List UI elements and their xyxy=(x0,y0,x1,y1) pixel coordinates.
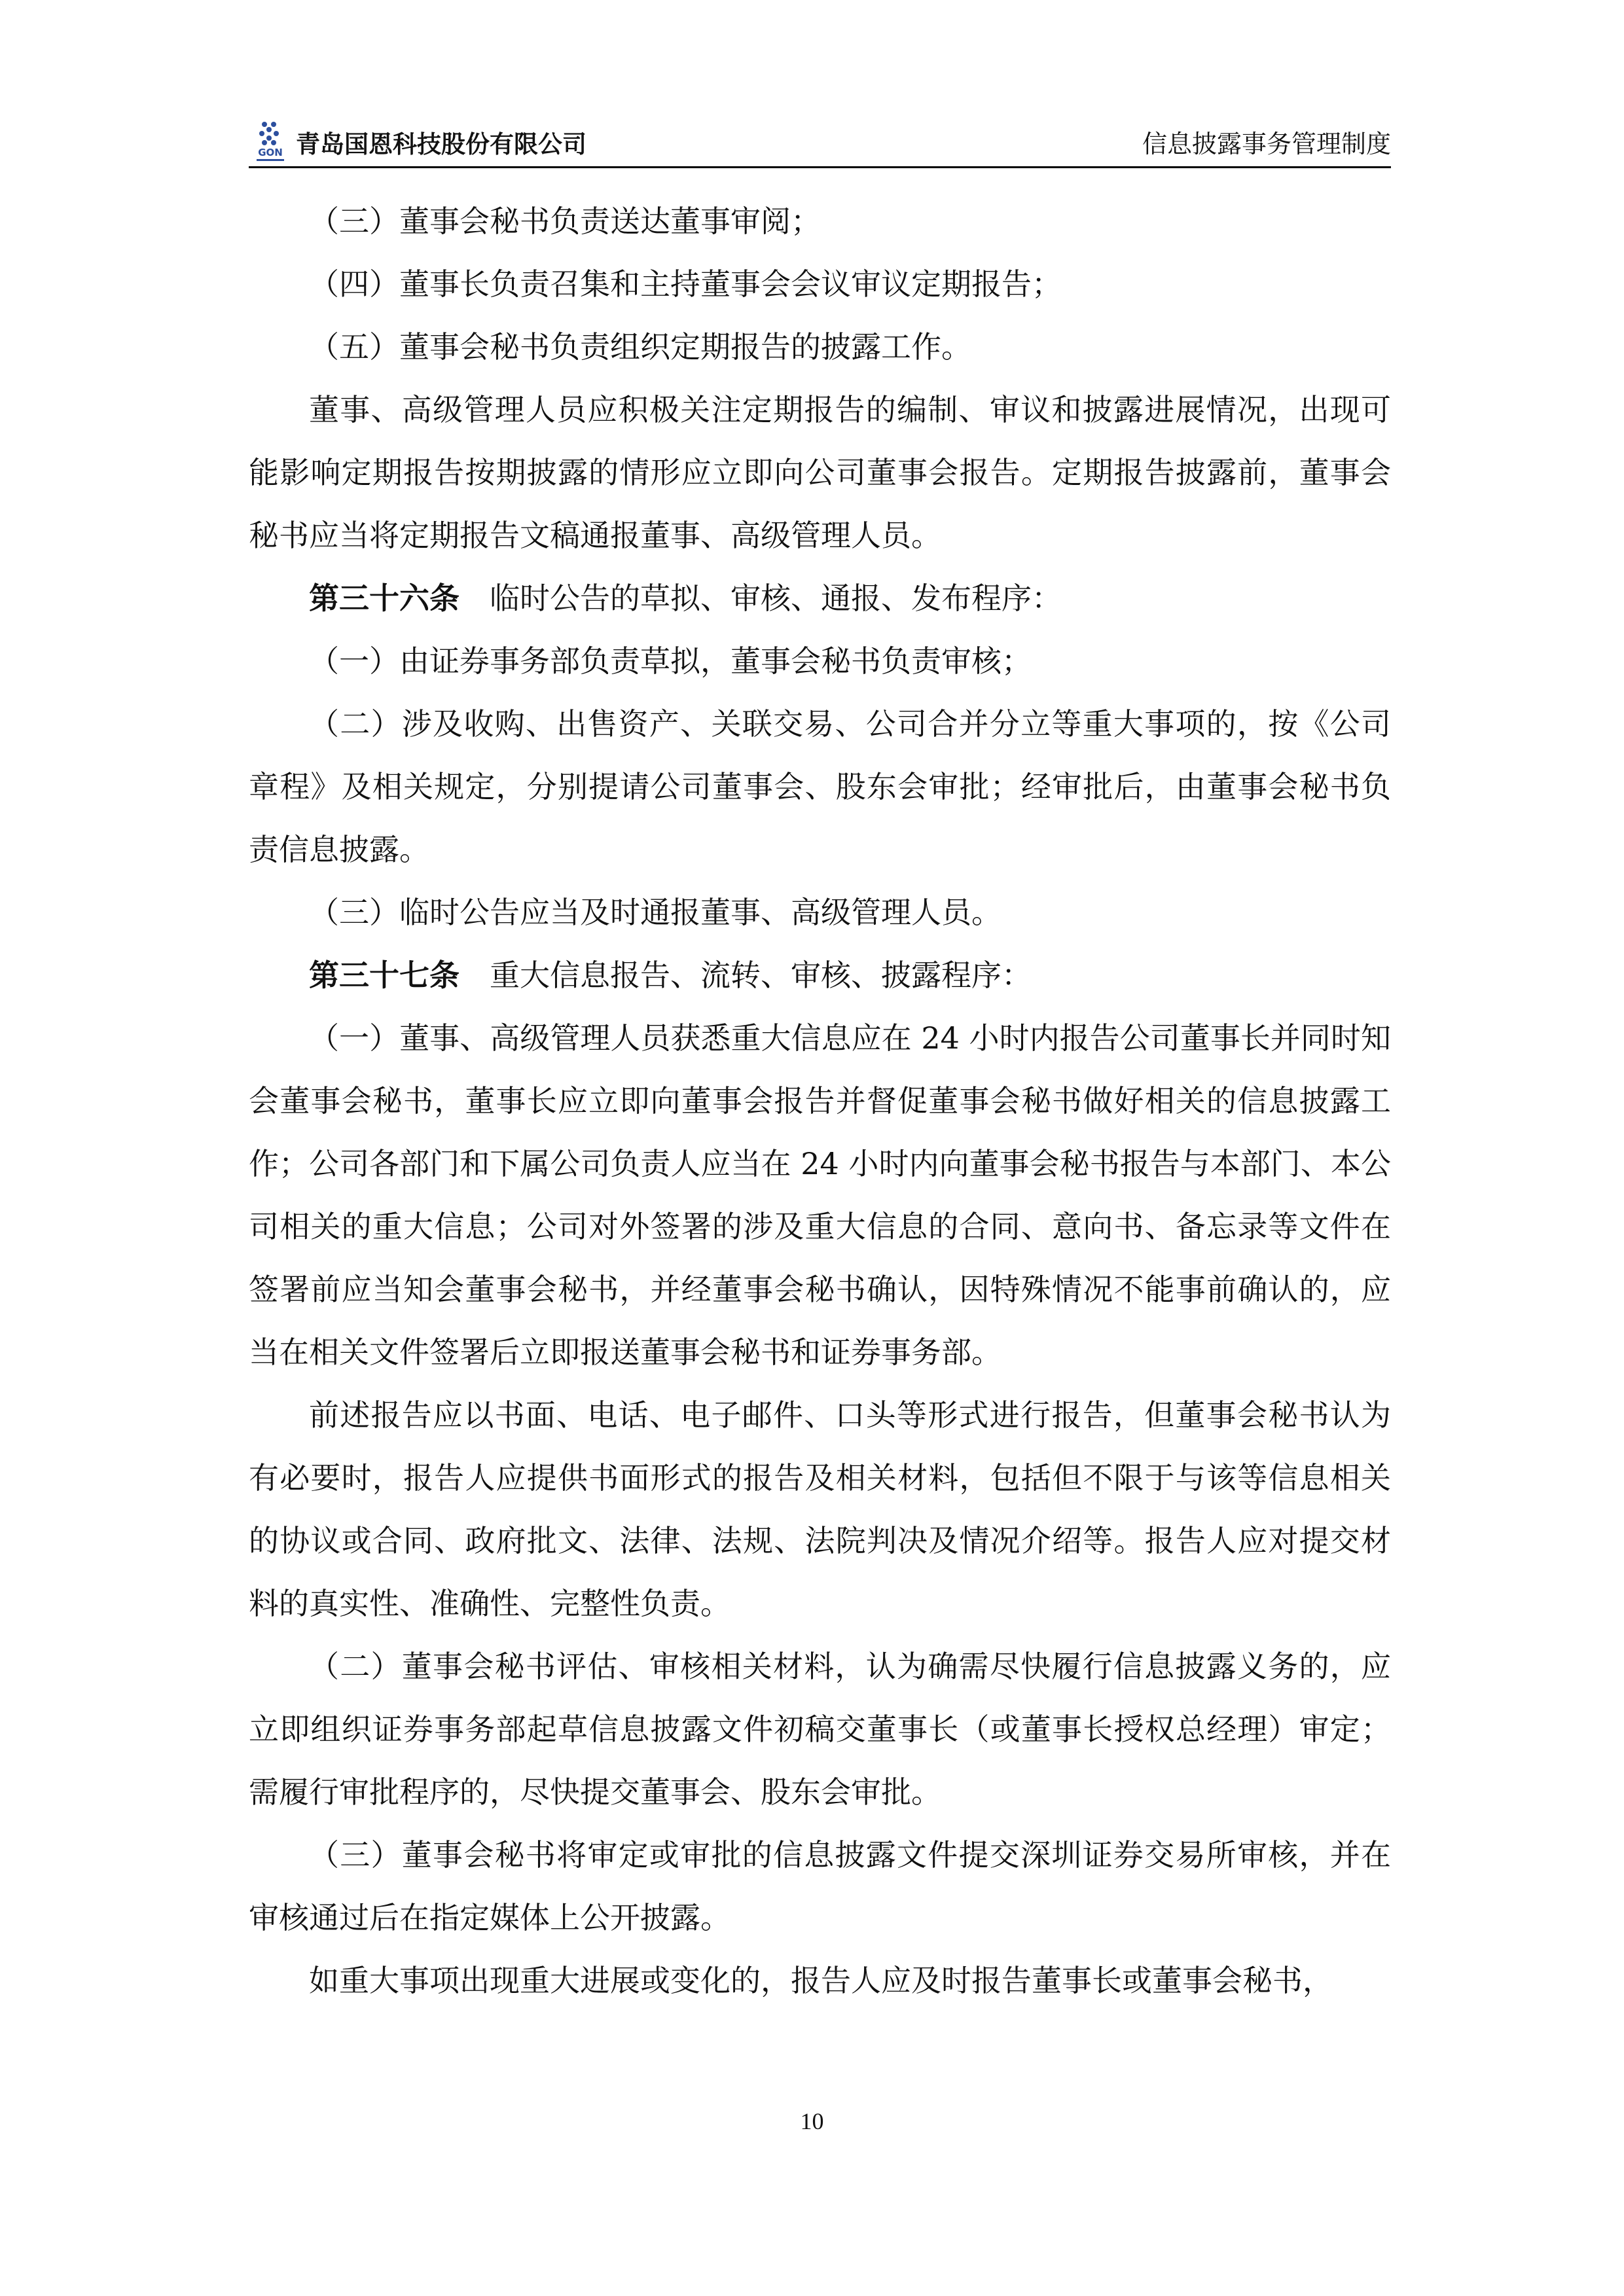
list-item: （一）由证券事务部负责草拟，董事会秘书负责审核； xyxy=(309,643,1032,679)
document-body xyxy=(249,190,1391,2012)
article-text: 临时公告的草拟、审核、通报、发布程序： xyxy=(490,581,1062,616)
article-text: 重大信息报告、流转、审核、披露程序： xyxy=(490,958,1032,993)
article-37 xyxy=(249,944,1391,1007)
page-number: 10 xyxy=(800,2108,824,2134)
article-36 xyxy=(249,567,1391,630)
list-item: （二）涉及收购、出售资产、关联交易、公司合并分立等重大事项的，按《公司章程》及相关规定，分别提请公司董事会、股东会审批；经审批后，由董事会秘书负责信息披露。 xyxy=(249,706,1391,867)
document-title: 信息披露事务管理制度 xyxy=(1142,130,1391,158)
list-item: （三）董事会秘书负责送达董事审阅； xyxy=(309,204,821,239)
company-logo-icon xyxy=(249,120,292,164)
article-number: 第三十六条 xyxy=(309,581,460,616)
list-item: （五）董事会秘书负责组织定期报告的披露工作。 xyxy=(309,329,971,365)
list-item: （三）董事会秘书将审定或审批的信息披露文件提交深圳证券交易所审核，并在审核通过后在指定媒体上公开披露。 xyxy=(249,1837,1391,1935)
list-item: （三）临时公告应当及时通报董事、高级管理人员。 xyxy=(309,895,1001,930)
article-number: 第三十七条 xyxy=(309,958,460,993)
paragraph: 前述报告应以书面、电话、电子邮件、口头等形式进行报告，但董事会秘书认为有必要时，报告人应提供书面形式的报告及相关材料，包括但不限于与该等信息相关的协议或合同、政府批文、法律、法规、法院判决及情况介绍等。报告人应对提交材料的真实性、准确性、完整性负责。 xyxy=(249,1397,1391,1621)
list-item: （二）董事会秘书评估、审核相关材料，认为确需尽快履行信息披露义务的，应立即组织证券事务部起草信息披露文件初稿交董事长（或董事长授权总经理）审定；需履行审批程序的，尽快提交董事会、股东会审批。 xyxy=(249,1649,1391,1810)
paragraph: 如重大事项出现重大进展或变化的，报告人应及时报告董事长或董事会秘书， xyxy=(309,1963,1333,1998)
paragraph: 董事、高级管理人员应积极关注定期报告的编制、审议和披露进展情况，出现可能影响定期报告按期披露的情形应立即向公司董事会报告。定期报告披露前，董事会秘书应当将定期报告文稿通报董事、高级管理人员。 xyxy=(249,392,1391,553)
list-item: （四）董事长负责召集和主持董事会会议审议定期报告； xyxy=(309,266,1062,302)
company-name: 青岛国恩科技股份有限公司 xyxy=(296,130,586,158)
list-item: （一）董事、高级管理人员获悉重大信息应在 24 小时内报告公司董事长并同时知会董事会秘书，董事长应立即向董事会报告并督促董事会秘书做好相关的信息披露工作；公司各部门和下属公司负责人应当在 24 小时内向董事会秘书报告与本部门、本公司相关的重大信息；公司对外签署的涉及重大信息的合同、意向书、备忘录等文件在签署前应当知会董事会秘书，并经董事会秘书确认，因特殊情况不能事前确认的，应当在相关文件签署后立即报送董事会秘书和证券事务部。 xyxy=(249,1020,1391,1370)
page-header xyxy=(249,115,1391,168)
logo-text: GON xyxy=(258,147,283,158)
